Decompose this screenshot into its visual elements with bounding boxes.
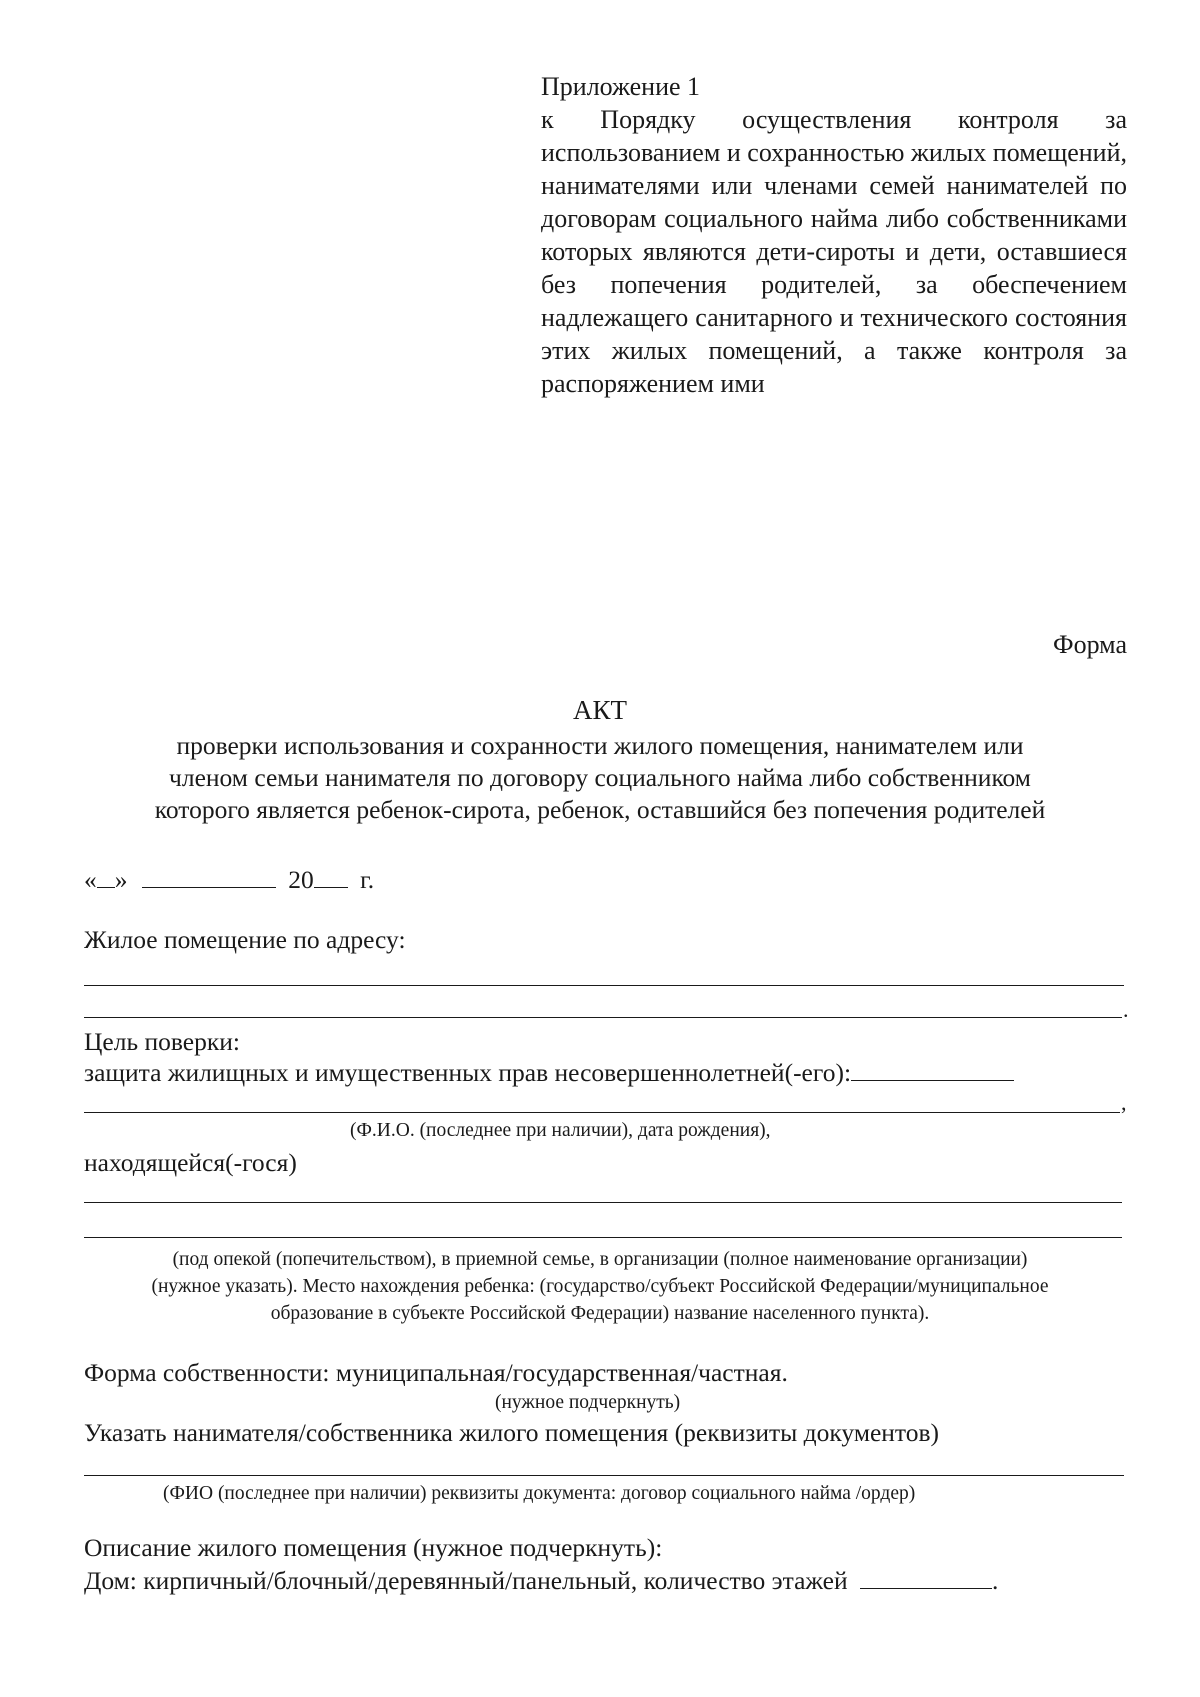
act-subtitle-line: которого является ребенок-сирота, ребенок, оставшийся без попечения родителей — [154, 795, 1046, 824]
house-line — [84, 1566, 998, 1596]
date-line — [84, 865, 374, 895]
date-open-quote: « — [84, 865, 97, 894]
tenant-line[interactable] — [84, 1475, 1124, 1476]
year-suffix: г. — [360, 865, 375, 894]
tenant-hint: (ФИО (последнее при наличии) реквизиты документа: договор социального найма /ордер) — [163, 1483, 916, 1504]
act-subtitle-line: членом семьи нанимателя по договору социального найма либо собственником — [169, 763, 1031, 792]
placement-hint-line: (нужное указать). Место нахождения ребенка: (государство/субъект Российской Федерации/муниципальное — [151, 1276, 1049, 1297]
act-title: АКТ — [573, 695, 627, 725]
house-end-punct: . — [992, 1566, 999, 1595]
address-label: Жилое помещение по адресу: — [84, 925, 406, 954]
placement-line-1[interactable] — [84, 1202, 1122, 1203]
located-label: находящейся(-гося) — [84, 1148, 297, 1177]
date-close-quote: » — [114, 865, 128, 894]
floors-field[interactable] — [860, 1568, 992, 1589]
address-end-punct: . — [1123, 997, 1129, 1022]
minor-name-hint: (Ф.И.О. (последнее при наличии), дата рождения), — [350, 1120, 771, 1141]
purpose-text — [84, 1058, 1014, 1088]
form-label: Форма — [1053, 630, 1127, 659]
address-line-1[interactable] — [84, 985, 1124, 986]
appendix-block — [541, 70, 1127, 400]
tenant-label: Указать нанимателя/собственника жилого помещения (реквизиты документов) — [84, 1418, 940, 1447]
description-label: Описание жилого помещения (нужное подчеркнуть): — [84, 1533, 663, 1562]
ownership-label: Форма собственности: муниципальная/государственная/частная. — [84, 1358, 788, 1387]
act-subtitle — [70, 730, 1130, 826]
placement-hint-line: (под опекой (попечительством), в приемной семье, в организации (полное наименование организации) — [172, 1249, 1028, 1270]
minor-name-comma: , — [1121, 1090, 1127, 1115]
purpose-text-label: защита жилищных и имущественных прав несовершеннолетней(-его): — [84, 1058, 852, 1087]
minor-name-line[interactable] — [84, 1112, 1120, 1113]
house-type-text: Дом: кирпичный/блочный/деревянный/панельный, количество этажей — [84, 1566, 848, 1595]
placement-hint-line: образование в субъекте Российской Федерации) название населенного пункта). — [270, 1303, 930, 1324]
appendix-title: Приложение 1 — [541, 72, 701, 101]
act-subtitle-line: проверки использования и сохранности жилого помещения, нанимателем или — [176, 731, 1024, 760]
minor-name-field[interactable] — [851, 1060, 1014, 1081]
month-field[interactable] — [142, 867, 276, 888]
address-line-2[interactable] — [84, 1017, 1122, 1018]
year-field[interactable] — [314, 867, 348, 888]
purpose-label: Цель поверки: — [84, 1027, 240, 1056]
placement-line-2[interactable] — [84, 1237, 1122, 1238]
appendix-text: к Порядку осуществления контроля за использованием и сохранностью жилых помещений, нанимателями или членами семей нанимателей по договорам социального найма либо собственниками которых являются дети-сироты и дети, оставшиеся без попечения родителей, за обеспечением надлежащего санитарного и технического состояния этих жилых помещений, а также контроля за распоряжением ими — [541, 105, 1127, 398]
day-field[interactable] — [97, 867, 115, 888]
placement-hint — [60, 1246, 1140, 1327]
ownership-hint: (нужное подчеркнуть) — [495, 1392, 681, 1413]
year-prefix: 20 — [288, 865, 314, 894]
